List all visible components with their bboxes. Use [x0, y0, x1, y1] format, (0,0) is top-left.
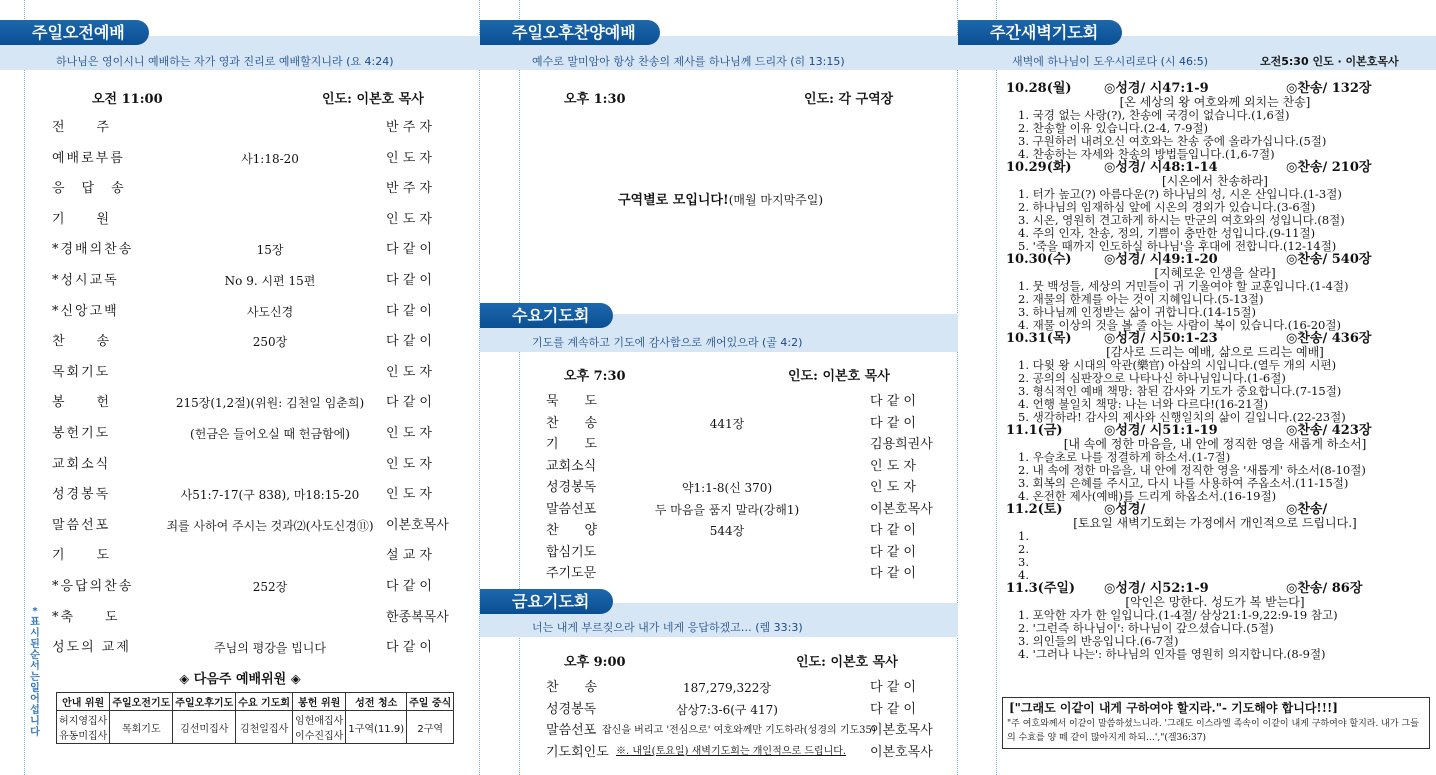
day-point: 2. 찬송할 이유 있습니다.(2-4, 7-9절) — [1018, 121, 1209, 135]
day-point: 2. 공의의 심판장으로 나타나신 하나님입니다.(1-6절) — [1018, 371, 1286, 385]
order-item: 봉 헌 — [52, 395, 112, 411]
duty-table — [56, 692, 454, 744]
duty-value: 1구역(11.9) — [346, 711, 407, 744]
friday-time: 오후 9:00 — [564, 655, 626, 670]
day-point: 2. 내 속에 정한 마음을, 내 안에 정직한 영을 '새롭게' 하소서(8-10절) — [1018, 463, 1366, 477]
day-point: 1. 우슬초로 나를 정결하게 하소서.(1-7절) — [1018, 450, 1231, 464]
prayer-title: ["그래도 이같이 내게 구하여야 할지라."- 기도해야 합니다!!!] — [1009, 701, 1338, 715]
order-item: *성시교독 — [52, 273, 119, 288]
day-point: 1. 포악한 자가 한 일입니다.(1-4절/ 삼상21:1-9,22:9-19 참고) — [1018, 608, 1338, 622]
day-theme: [악인은 망한다. 성도가 복 받는다] — [1125, 595, 1305, 609]
middle-column — [480, 0, 958, 775]
day-point: 4. 언행 불일치 책망: 나는 너와 다르다!(16-21절) — [1018, 397, 1269, 411]
order-item: 성경봉독 — [52, 487, 111, 503]
order-item: 전 주 — [52, 120, 112, 135]
day-date: 11.2(토) — [1006, 502, 1063, 517]
day-point: 1. 다윗 왕 시대의 악관(樂官) 아삽의 시입니다.(열두 개의 시편) — [1018, 358, 1337, 372]
order-person: 반 주 자 — [386, 120, 432, 135]
wednesday-title: 수요기도회 — [480, 303, 613, 328]
order-content: 주님의 평강을 빕니다 — [214, 641, 326, 656]
dawn-verse: 새벽에 하나님이 도우시리로다 (시 46:5) — [1012, 55, 1209, 68]
day-bible: ◎성경/ — [1104, 502, 1146, 517]
order-item: 성도의 교제 — [52, 640, 131, 656]
day-point: 4. 찬송하는 자세와 찬송의 방법들입니다.(1,6-7절) — [1018, 147, 1275, 161]
duty-header: 주일오전기도 — [110, 693, 173, 711]
order-content: 441장 — [709, 416, 745, 431]
order-item: 기 원 — [52, 211, 112, 227]
order-content: 잡신을 버리고 '전심으로' 여호와께만 기도하라(성경의 기도35) — [602, 725, 876, 736]
friday-note: ※. 내일(토요일) 새벽기도회는 개인적으로 드립니다. — [616, 746, 847, 757]
day-hymn: ◎찬송/ 540장 — [1286, 252, 1372, 267]
order-content: 사51:7-17(구 838), 마18:15-20 — [180, 488, 360, 503]
order-content: 544장 — [709, 524, 745, 538]
order-item: 응 답 송 — [52, 181, 126, 197]
order-content: 사1:18-20 — [241, 151, 299, 166]
order-person: 이본호목사 — [870, 501, 933, 517]
order-content: (헌금은 들어오실 때 헌금함에) — [190, 427, 350, 441]
order-person: 김용희권사 — [870, 437, 933, 452]
order-person: 설 교 자 — [386, 548, 432, 564]
order-person: 다 같 이 — [870, 394, 916, 409]
sunday-pm-leader: 인도: 각 구역장 — [804, 92, 894, 107]
order-person: 다 같 이 — [870, 701, 916, 717]
order-person: 이본호목사 — [870, 723, 933, 738]
duty-header: 주일오후기도 — [173, 693, 236, 711]
order-person: 인 도 자 — [870, 458, 916, 474]
order-person: 이본호목사 — [870, 744, 933, 760]
duty-value: 김선미집사 — [173, 711, 236, 744]
order-person: 다 같 이 — [386, 640, 432, 656]
duty-value: 임헌애집사 이수진집사 — [293, 711, 346, 744]
order-content: 사도신경 — [246, 304, 294, 319]
order-person: 다 같 이 — [870, 523, 916, 538]
duty-header: 수요 기도회 — [236, 693, 293, 711]
day-theme: [토요일 새벽기도회는 가정에서 개인적으로 드립니다.] — [1073, 516, 1357, 530]
sunday-pm-verse: 예수로 말미암아 항상 찬송의 제사를 하나님께 드리자 (히 13:15) — [532, 55, 845, 68]
day-point: 2. — [1018, 542, 1029, 556]
order-item: 목회기도 — [52, 364, 111, 380]
order-person: 인 도 자 — [386, 211, 432, 227]
order-item: 말씀선포 — [546, 723, 597, 738]
order-person: 인 도 자 — [386, 426, 432, 441]
day-theme: [감사로 드리는 예배, 삶으로 드리는 예배] — [1106, 345, 1324, 359]
order-person: 다 같 이 — [386, 334, 432, 350]
section-title: 주일오전예배 — [0, 20, 149, 45]
duty-header-row — [57, 693, 454, 711]
order-person: 다 같 이 — [386, 579, 432, 594]
order-item: 기 도 — [546, 437, 598, 452]
order-item: *신앙고백 — [52, 303, 119, 319]
duty-header: 안내 위원 — [57, 693, 110, 711]
order-item: 찬 양 — [546, 523, 598, 538]
day-hymn: ◎찬송/ 436장 — [1286, 331, 1372, 346]
day-point: 4. '그러나 나는': 하나님의 인자를 영원히 의지합니다.(8-9절) — [1018, 647, 1326, 661]
day-point: 3. 구원하러 내려오신 여호와는 찬송 중에 올라가십니다.(5절) — [1018, 134, 1327, 148]
sunday-morning-section — [0, 0, 480, 775]
day-point: 2. 하나님의 임재하심 앞에 시온의 경외가 있습니다.(3-6절) — [1018, 200, 1316, 214]
day-bible: ◎성경/ 시51:1-19 — [1104, 423, 1218, 438]
day-point: 1. 국경 없는 사랑(?), 찬송에 국경이 없습니다.(1,6절) — [1018, 108, 1290, 122]
order-item: *응답의찬송 — [52, 579, 134, 594]
order-item: 봉헌기도 — [52, 426, 111, 441]
day-point: 3. — [1018, 555, 1029, 569]
day-theme: [지혜로운 인생을 살라] — [1154, 266, 1276, 280]
day-point: 5. 생각하라! 감사의 제사와 신행일치의 삶이 길입니다.(22-23절) — [1018, 410, 1346, 424]
order-item: 예배로부름 — [52, 150, 125, 166]
order-person: 인 도 자 — [386, 364, 432, 380]
day-point: 4. 주의 인자, 찬송, 정의, 기쁨이 충만한 성입니다.(9-11절) — [1018, 226, 1316, 240]
order-content: 죄를 사하여 주시는 것과⑵(사도신경⑪) — [166, 518, 374, 533]
day-hymn: ◎찬송/ 86장 — [1286, 581, 1363, 596]
order-person: 인 도 자 — [386, 487, 432, 503]
order-content: 삼상7:3-6(구 417) — [676, 702, 778, 717]
order-item: 합심기도 — [546, 544, 597, 560]
prayer-text: "주 여호와께서 이같이 말씀하셨느니라. '그래도 이스라엘 족속이 이같이 내게 구하여야 할지라. 내가 그들의 수효를 양 떼 같이 많아지게 하되…',"(겔36:37) — [1007, 719, 1419, 743]
friday-title: 금요기도회 — [480, 589, 613, 614]
order-person: 한종복목사 — [386, 609, 449, 625]
friday-verse: 너는 내게 부르짖으라 내가 네게 응답하겠고… (렘 33:3) — [532, 621, 803, 634]
day-point: 3. 시온, 영원히 견고하게 하시는 만군의 여호와의 성입니다.(8절) — [1018, 213, 1345, 227]
order-content: 187,279,322장 — [683, 681, 771, 695]
day-point: 1. — [1018, 529, 1029, 543]
day-point: 5. '죽을 때까지 인도하실 하나님'을 후대에 전합니다.(12-14절) — [1018, 239, 1337, 253]
day-hymn: ◎찬송/ 210장 — [1286, 160, 1372, 175]
day-bible: ◎성경/ 시48:1-14 — [1104, 160, 1218, 175]
wednesday-verse: 기도를 계속하고 기도에 감사함으로 깨어있으라 (골 4:2) — [532, 336, 803, 349]
duty-value: 목회기도 — [110, 711, 173, 744]
day-hymn: ◎찬송/ 423장 — [1286, 423, 1372, 438]
sunday-pm-title: 주일오후찬양예배 — [480, 20, 660, 45]
order-person: 인 도 자 — [386, 150, 432, 166]
day-hymn: ◎찬송/ 132장 — [1286, 81, 1372, 96]
order-item: 성경봉독 — [546, 701, 597, 717]
order-content: 250장 — [252, 335, 288, 350]
duty-header: 봉헌 위원 — [293, 693, 346, 711]
wednesday-time: 오후 7:30 — [564, 369, 626, 384]
day-bible: ◎성경/ 시49:1-20 — [1104, 252, 1218, 267]
prayer-box — [1002, 697, 1430, 749]
order-item: 말씀선포 — [546, 501, 597, 517]
wednesday-leader: 인도: 이본호 목사 — [788, 369, 890, 384]
day-theme: [온 세상의 왕 여호와께 외치는 찬송] — [1119, 95, 1311, 109]
friday-leader: 인도: 이본호 목사 — [796, 655, 898, 670]
day-point: 1. 터가 높고(?) 아름다운(?) 하나님의 성, 시온 산입니다.(1-3절) — [1018, 187, 1342, 201]
day-point: 4. 온전한 제사(예배)를 드리게 하옵소서.(16-19절) — [1018, 489, 1277, 503]
day-point: 3. 의인들의 반응입니다.(6-7절) — [1018, 634, 1179, 648]
order-person: 다 같 이 — [870, 415, 916, 431]
next-week-title: ◈ 다음주 예배위원 ◈ — [179, 672, 301, 687]
order-person: 다 같 이 — [870, 680, 916, 695]
order-item: 찬 송 — [546, 680, 598, 695]
order-item: *축 도 — [52, 609, 120, 625]
order-content: 15장 — [256, 243, 284, 258]
order-item: 찬 송 — [546, 415, 598, 431]
duty-header: 성전 청소 — [346, 693, 407, 711]
duty-value: 2구역 — [407, 711, 454, 744]
day-point: 3. 형식적인 예배 책망: 참된 감사와 기도가 중요합니다.(7-15절) — [1018, 384, 1342, 398]
order-person: 다 같 이 — [386, 395, 432, 411]
day-date: 10.28(월) — [1006, 81, 1072, 96]
day-date: 10.30(수) — [1006, 252, 1072, 267]
order-content: No 9. 시편 15편 — [224, 274, 316, 288]
duty-value: 허지영집사 유동미집사 — [57, 711, 110, 744]
order-item: 성경봉독 — [546, 480, 597, 495]
dawn-title: 주간새벽기도회 — [958, 20, 1122, 45]
day-bible: ◎성경/ 시52:1-9 — [1104, 581, 1209, 596]
order-person: 인 도 자 — [386, 456, 432, 472]
order-person: 인 도 자 — [870, 480, 916, 495]
order-item: 기도회인도 — [546, 744, 609, 760]
day-hymn: ◎찬송/ — [1286, 502, 1328, 517]
order-item: 찬 송 — [52, 334, 112, 350]
order-item: 기 도 — [52, 548, 112, 564]
day-bible: ◎성경/ 시47:1-9 — [1104, 81, 1209, 96]
section-verse: 하나님은 영이시니 예배하는 자가 영과 진리로 예배할지니라 (요 4:24) — [56, 55, 394, 68]
order-person: 다 같 이 — [870, 566, 916, 581]
order-person: 반 주 자 — [386, 181, 432, 197]
order-person: 다 같 이 — [386, 242, 432, 258]
day-point: 3. 하나님께 인정받는 삶이 귀합니다.(14-15절) — [1018, 305, 1257, 319]
day-theme: [시온에서 찬송하라] — [1162, 174, 1268, 188]
day-point: 1. 뭇 백성들, 세상의 거민들이 귀 기울여야 할 교훈입니다.(1-4절) — [1018, 279, 1349, 293]
dawn-time-leader: 오전5:30 인도 · 이본호목사 — [1260, 55, 1399, 68]
order-person: 다 같 이 — [386, 273, 432, 288]
day-date: 10.29(화) — [1006, 160, 1072, 175]
service-time: 오전 11:00 — [92, 92, 163, 107]
day-point: 4. 재물 이상의 것을 볼 줄 아는 사람이 복이 있습니다.(16-20절) — [1018, 318, 1341, 332]
service-leader: 인도: 이본호 목사 — [322, 92, 424, 107]
day-bible: ◎성경/ 시50:1-23 — [1104, 331, 1218, 346]
order-item: 교회소식 — [546, 458, 597, 474]
order-content: 215장(1,2절)(위원: 김천일 임춘희) — [175, 396, 365, 411]
standing-note: *표시된 순서는 일어섭니다 — [30, 606, 40, 738]
order-person: 다 같 이 — [386, 303, 432, 319]
day-date: 11.1(금) — [1006, 423, 1063, 438]
order-content: 약1:1-8(신 370) — [681, 481, 773, 495]
day-date: 11.3(주일) — [1006, 581, 1076, 596]
order-person: 다 같 이 — [870, 544, 916, 560]
order-content: 252장 — [252, 580, 288, 594]
order-content: 두 마음을 품지 말라(강해1) — [654, 502, 800, 517]
order-item: 묵 도 — [546, 394, 598, 409]
day-point: 2. 재물의 한계를 아는 것이 지혜입니다.(5-13절) — [1018, 292, 1264, 306]
day-theme: [내 속에 정한 마음을, 내 안에 정직한 영을 새롭게 하소서] — [1063, 437, 1367, 451]
day-point: 4. — [1018, 568, 1029, 582]
order-item: 말씀선포 — [52, 517, 111, 533]
day-date: 10.31(목) — [1006, 331, 1072, 346]
duty-value-row — [57, 711, 454, 744]
order-item: 주기도문 — [546, 566, 597, 581]
order-item: *경배의찬송 — [52, 242, 134, 258]
sunday-pm-message: 구역별로 모입니다!(매월 마지막주일) — [618, 193, 824, 208]
order-item: 교회소식 — [52, 456, 111, 472]
duty-value: 김천일집사 — [236, 711, 293, 744]
sunday-pm-time: 오후 1:30 — [564, 92, 626, 107]
day-point: 2. '그런즉 하나님이': 하나님이 갚으셨습니다.(5절) — [1018, 621, 1274, 635]
day-point: 3. 회복의 은혜를 주시고, 다시 나를 사용하여 주옵소서.(11-15절) — [1018, 476, 1349, 490]
duty-header: 주일 중식 — [407, 693, 454, 711]
order-person: 이본호목사 — [386, 517, 449, 533]
